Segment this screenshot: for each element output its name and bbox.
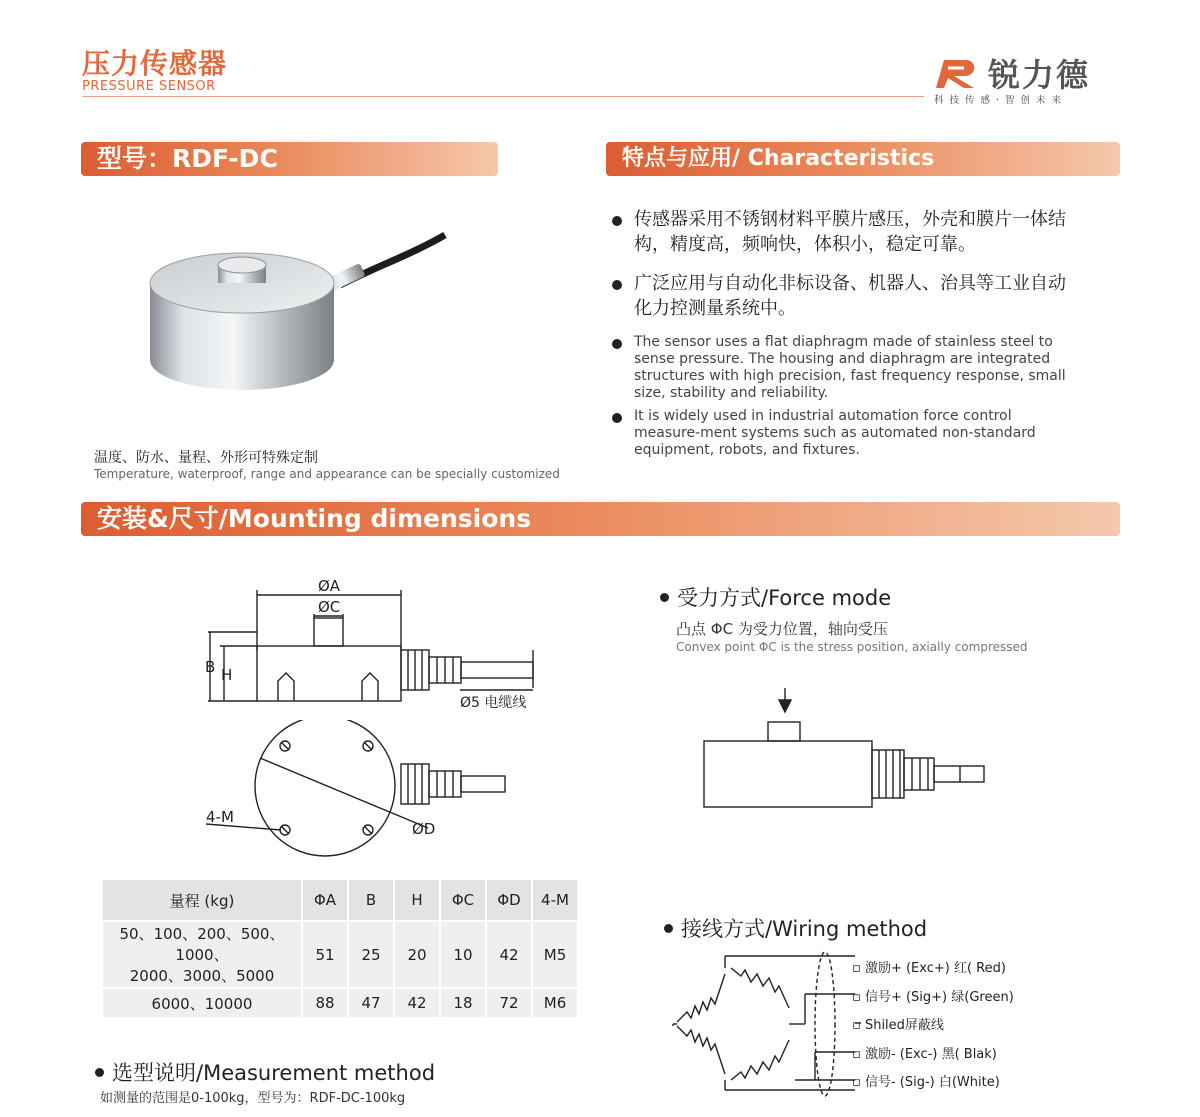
force-mode-title: 受力方式/Force mode bbox=[677, 586, 892, 610]
dim-label-holes: 4-M bbox=[206, 808, 234, 826]
range-line: 2000、3000、5000 bbox=[129, 967, 275, 985]
wire-exc-plus: ▫ 激励+ (Exc+) 红( Red) bbox=[852, 961, 1006, 976]
bullet-icon bbox=[612, 216, 622, 226]
measurement-title: 选型说明/Measurement method bbox=[112, 1061, 436, 1085]
list-item bbox=[612, 207, 1082, 257]
wheatstone-bridge-diagram bbox=[665, 948, 865, 1098]
dim-label-phiC: ØC bbox=[318, 598, 341, 616]
model-banner: 型号：RDF-DC bbox=[81, 142, 498, 176]
dim-label-H: H bbox=[221, 666, 233, 684]
col-header: 量程 (kg) bbox=[103, 880, 302, 921]
page-subtitle: PRESSURE SENSOR bbox=[82, 79, 216, 94]
measurement-heading bbox=[95, 1057, 435, 1087]
col-header: 4-M bbox=[532, 880, 578, 921]
force-mode-desc-en: Convex point ΦC is the stress position, axially compressed bbox=[676, 640, 1028, 654]
bullet-icon bbox=[664, 924, 673, 933]
mounting-banner: 安装&尺寸/Mounting dimensions bbox=[81, 502, 1120, 536]
bullet-icon bbox=[660, 593, 669, 602]
product-photo bbox=[140, 225, 450, 395]
force-mode-diagram bbox=[698, 686, 990, 812]
cell-H: 20 bbox=[394, 921, 440, 988]
bullet-icon bbox=[95, 1068, 104, 1077]
wire-sig-minus: ▫ 信号- (Sig-) 白(White) bbox=[852, 1075, 1000, 1090]
wire-sig-plus: ▫ 信号+ (Sig+) 绿(Green) bbox=[852, 989, 1014, 1005]
col-header: ΦA bbox=[302, 880, 348, 921]
dim-label-phiA: ØA bbox=[318, 577, 341, 595]
list-item bbox=[612, 334, 1082, 402]
cell-A: 51 bbox=[302, 921, 348, 988]
cell-B: 47 bbox=[348, 988, 394, 1018]
cell-H: 42 bbox=[394, 988, 440, 1018]
brand-slogan: 科技传感·智创未来 bbox=[934, 95, 1068, 106]
bullet-icon bbox=[612, 339, 622, 349]
customization-caption: 温度、防水、量程、外形可特殊定制 bbox=[94, 450, 318, 466]
brand-logo-icon bbox=[934, 52, 984, 92]
characteristic-text: It is widely used in industrial automation force control measure-ment systems such as automated non-standard equipment, robots, and fixtures. bbox=[634, 408, 1036, 458]
col-header: ΦC bbox=[440, 880, 486, 921]
customization-caption-en: Temperature, waterproof, range and appearance can be specially customized bbox=[94, 467, 560, 481]
cell-C: 18 bbox=[440, 988, 486, 1018]
characteristic-text: 广泛应用与自动化非标设备、机器人、治具等工业自动化力控测量系统中。 bbox=[634, 273, 1066, 319]
wiring-heading bbox=[664, 913, 927, 943]
range-line: 50、100、200、500、1000、 bbox=[119, 925, 285, 964]
characteristics-banner: 特点与应用/ Characteristics bbox=[606, 142, 1120, 176]
wiring-legend bbox=[852, 955, 1014, 1098]
measurement-example: 如测量的范围是0-100kg，型号为：RDF-DC-100kg bbox=[100, 1091, 406, 1106]
table-header-row bbox=[103, 880, 578, 921]
table-row bbox=[103, 988, 578, 1018]
characteristic-text: 传感器采用不锈钢材料平膜片感压，外壳和膜片一体结构，精度高，频响快，体积小，稳定可靠。 bbox=[634, 209, 1066, 255]
list-item bbox=[612, 271, 1082, 321]
dim-label-cable: Ø5 电缆线 bbox=[460, 695, 527, 711]
cell-A: 88 bbox=[302, 988, 348, 1018]
characteristic-text: The sensor uses a flat diaphragm made of stainless steel to sense pressure. The housing and diaphragm are integrated structures with high precision, fast frequency response, small size, stability and reliability. bbox=[634, 334, 1066, 401]
table-row bbox=[103, 921, 578, 988]
top-view-drawing bbox=[200, 720, 520, 865]
wiring-title: 接线方式/Wiring method bbox=[681, 917, 928, 941]
bullet-icon bbox=[612, 413, 622, 423]
spec-table bbox=[103, 880, 579, 1019]
dim-label-phiD: ØD bbox=[412, 820, 436, 838]
bullet-icon bbox=[612, 280, 622, 290]
cell-D: 42 bbox=[486, 921, 532, 988]
cell-C: 10 bbox=[440, 921, 486, 988]
cell-B: 25 bbox=[348, 921, 394, 988]
cell-D: 72 bbox=[486, 988, 532, 1018]
col-header: H bbox=[394, 880, 440, 921]
range-cell bbox=[103, 921, 302, 988]
force-mode-heading bbox=[660, 582, 891, 612]
cell-M: M6 bbox=[532, 988, 578, 1018]
range-cell: 6000、10000 bbox=[103, 988, 302, 1018]
col-header: ΦD bbox=[486, 880, 532, 921]
header-divider bbox=[82, 96, 924, 97]
dim-label-B: B bbox=[205, 658, 216, 676]
col-header: B bbox=[348, 880, 394, 921]
brand-name: 锐力德 bbox=[988, 56, 1091, 94]
force-mode-desc: 凸点 ΦC 为受力位置，轴向受压 bbox=[676, 620, 888, 638]
wire-exc-minus: ▫ 激励- (Exc-) 黑( Blak) bbox=[852, 1046, 997, 1062]
list-item bbox=[612, 408, 1082, 459]
cell-M: M5 bbox=[532, 921, 578, 988]
page-title: 压力传感器 bbox=[82, 47, 228, 80]
wire-shield: ▫ Shiled屏蔽线 bbox=[852, 1018, 944, 1033]
